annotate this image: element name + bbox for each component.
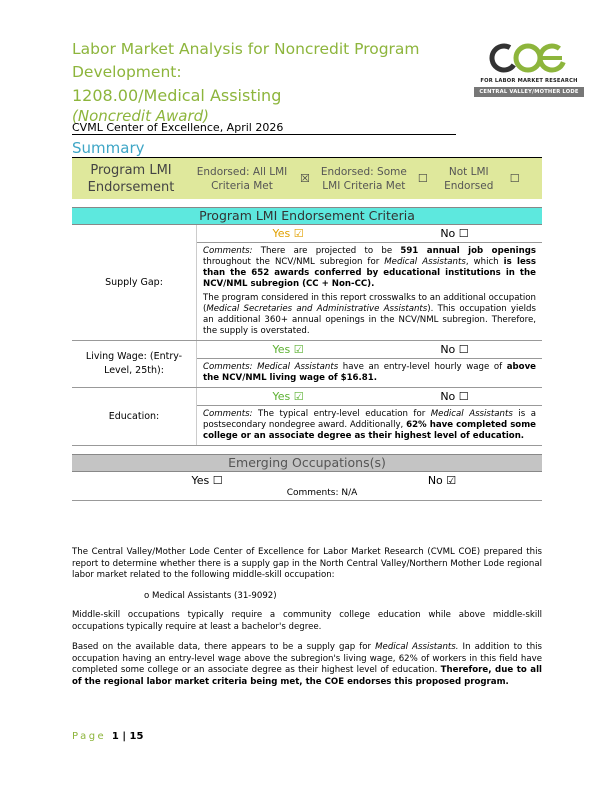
document-title (72, 38, 452, 125)
criteria-heading: Program LMI Endorsement Criteria (72, 207, 542, 225)
criteria-table (72, 207, 542, 501)
supply-gap-crosswalk-note: The program considered in this report crosswalks to an additional occupation (Medical Secretaries and Administrative Assistants). This occupation yields an additional 360+ annual openings in the NCV/NML subregion. Therefore, the supply is overstated. (203, 293, 536, 336)
emerging-comments: Comments: N/A (72, 488, 542, 501)
byline: CVML Center of Excellence, April 2026 (72, 121, 456, 135)
supply-gap-label: Supply Gap: (72, 225, 197, 340)
checkbox-all-met[interactable]: ☒ (300, 172, 310, 185)
page-label: Page (72, 731, 107, 742)
option-some-met: Endorsed: Some LMI Criteria Met (320, 165, 407, 192)
checkbox-some-met[interactable]: ☐ (417, 172, 428, 185)
logo-region-banner: CENTRAL VALLEY/MOTHER LODE (474, 87, 584, 97)
supply-gap-yes[interactable]: Yes ☑ (272, 227, 304, 240)
program-code: 1208.00/Medical Assisting (72, 86, 282, 105)
living-wage-label: Living Wage: (Entry-Level, 25th): (72, 341, 197, 387)
coe-logo (474, 42, 584, 97)
education-label: Education: (72, 388, 197, 445)
page-number: 1 | 15 (111, 731, 144, 742)
living-wage-row (72, 341, 542, 388)
emerging-yes[interactable]: Yes ☐ (191, 473, 223, 487)
supply-gap-row (72, 225, 542, 341)
option-all-met: Endorsed: All LMI Criteria Met (196, 165, 288, 192)
conclusion-paragraph: Based on the available data, there appears to be a supply gap for Medical Assistants. In addition to this occupation having an entry-level wage above the subregion's living wage, 62% of workers in this field have completed some college or an associate degree as their highest level of education. Therefore, due to all of the regional labor market criteria being met, the COE endorses this proposed program. (72, 642, 543, 687)
emerging-heading: Emerging Occupations(s) (72, 454, 542, 472)
summary-heading: Summary (72, 139, 542, 158)
occupation-list-item: o Medical Assistants (31-9092) (144, 590, 277, 601)
living-wage-no[interactable]: No ☐ (440, 343, 469, 356)
living-wage-yes[interactable]: Yes ☑ (272, 343, 304, 356)
title-line-2: Development: (72, 63, 182, 81)
endorsement-bar (72, 158, 542, 199)
emerging-no[interactable]: No ☑ (427, 473, 457, 487)
award-type: (Noncredit Award) (72, 107, 209, 125)
intro-paragraph: The Central Valley/Mother Lode Center of Excellence for Labor Market Research (CVML COE) prepared this report to determine whether there is a supply gap in the North Central Valley/Northern Mother Lode regional labor market related to the following middle-skill occupation: (72, 547, 542, 580)
title-line-1: Labor Market Analysis for Noncredit Program (72, 40, 420, 58)
living-wage-comment: Comments: Medical Assistants have an entry-level hourly wage of above the NCV/NML living wage of $16.81. (203, 362, 537, 383)
coe-logo-mark-icon (474, 42, 584, 74)
checkbox-not-endorsed[interactable]: ☐ (509, 172, 520, 185)
endorsement-label: Program LMI Endorsement (87, 162, 175, 195)
logo-subtitle: FOR LABOR MARKET RESEARCH (480, 78, 578, 84)
report-body (72, 547, 542, 697)
option-not-endorsed: Not LMI Endorsed (444, 165, 494, 192)
page-footer (72, 731, 143, 742)
education-row (72, 388, 542, 446)
education-no[interactable]: No ☐ (440, 390, 469, 403)
supply-gap-no[interactable]: No ☐ (440, 227, 469, 240)
supply-gap-comment: Comments: There are projected to be 591 annual job openings throughout the NCV/NML subregion for Medical Assistants, which is less than the 652 awards conferred by educational institutions in the NCV/NML subregion (CC + Non-CC). (203, 246, 537, 289)
middle-skill-paragraph: Middle-skill occupations typically require a community college education while above middle-skill occupations typically require at least a bachelor's degree. (72, 610, 542, 632)
education-yes[interactable]: Yes ☑ (272, 390, 304, 403)
education-comment: Comments: The typical entry-level education for Medical Assistants is a postsecondary nondegree award. Additionally, 62% have completed some college or an associate degree as their highest level of education. (203, 409, 536, 441)
